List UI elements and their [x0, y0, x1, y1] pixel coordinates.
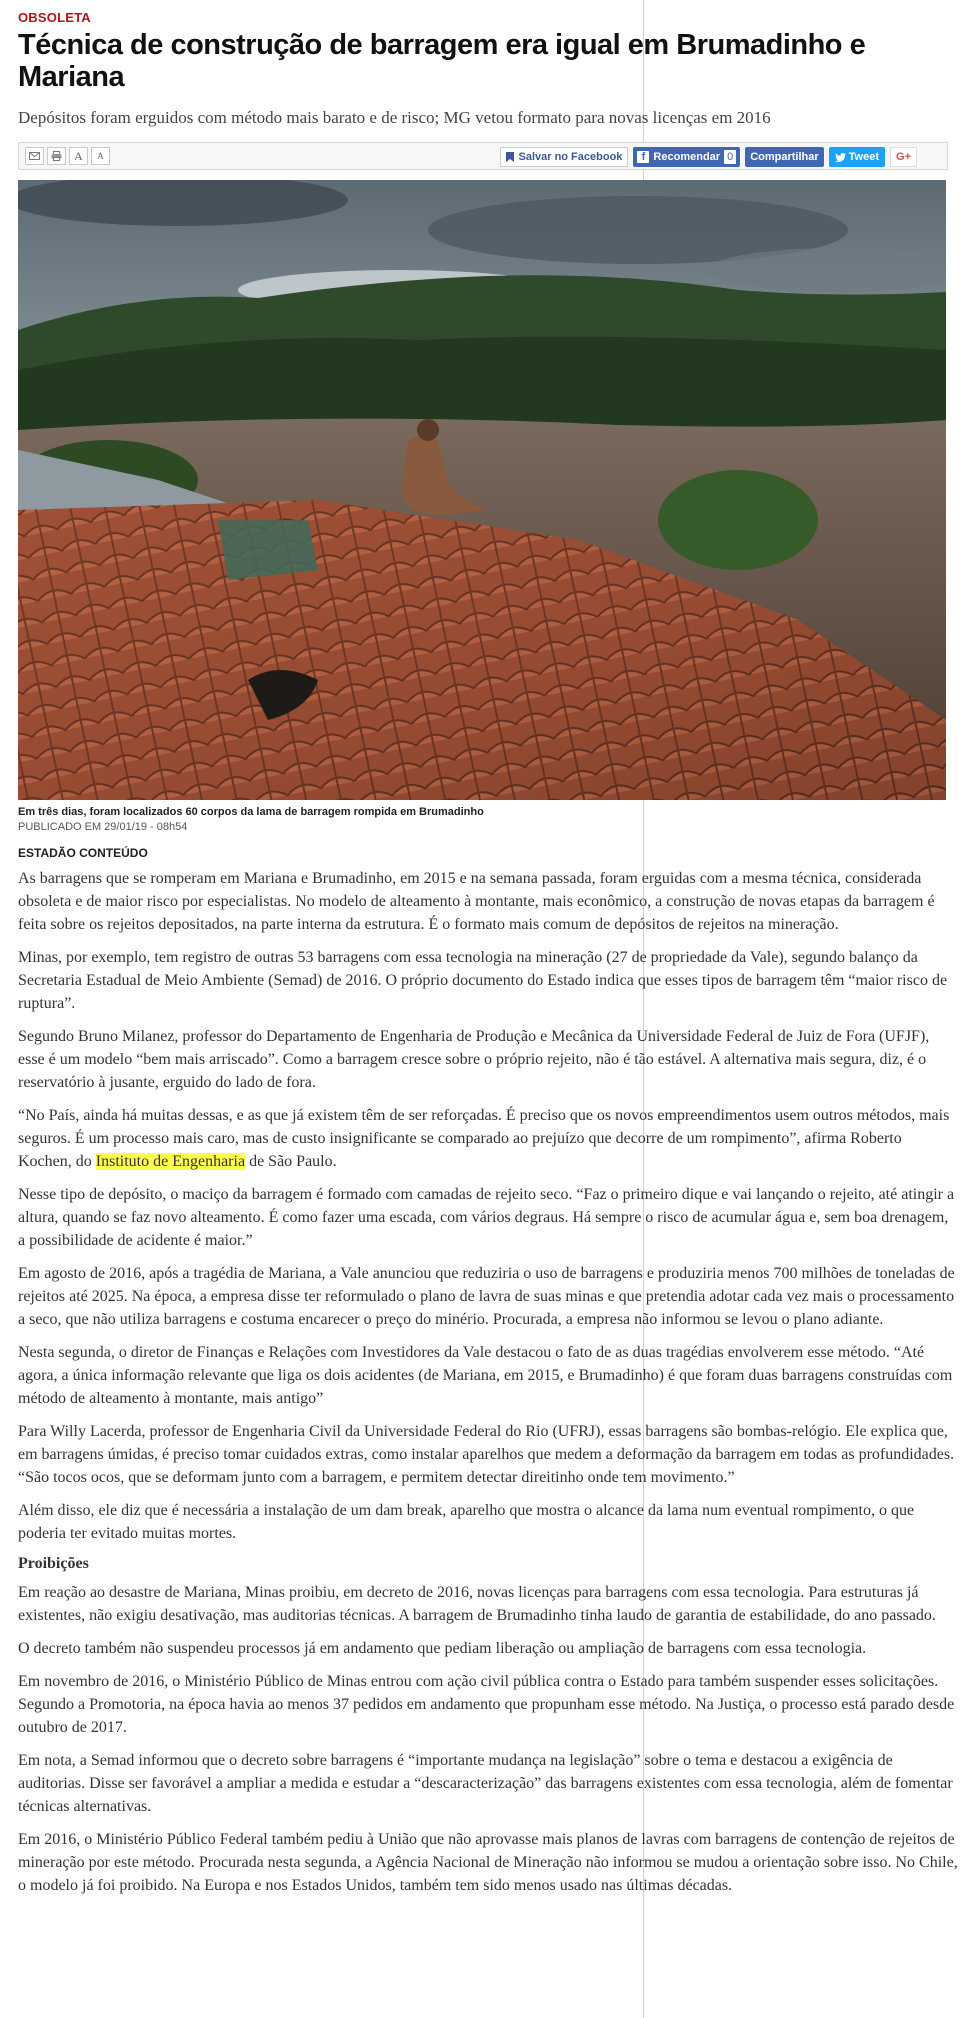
font-increase-button[interactable]: A [69, 147, 88, 165]
article-body [18, 867, 958, 1897]
paragraph: Em novembro de 2016, o Ministério Público de Minas entrou com ação civil pública contra o Estado para também suspender esses solicitações. Segundo a Promotoria, na época havia ao menos 37 pedidos em andamento que propunham esse método. Na Justiça, o processo está parado desde outubro de 2017. [18, 1673, 955, 1736]
paragraph: Em agosto de 2016, após a tragédia de Mariana, a Vale anunciou que reduziria o uso de barragens e produziria menos 700 milhões de toneladas de rejeitos até 2025. Na época, a empresa disse ter reformulado o plano de lavra de suas minas e que pretendia adotar cada vez mais o processamento a seco, que não utiliza barragens e costuma encarecer o preço do minério. Procurada, a empresa não informou se levou o plano adiante. [18, 1265, 955, 1328]
toolbar-tools [25, 147, 110, 165]
save-facebook-button[interactable] [500, 147, 628, 167]
article-source: ESTADÃO CONTEÚDO [18, 846, 148, 860]
paragraph: Segundo Bruno Milanez, professor do Departamento de Engenharia de Produção e Mecânica da Universidade Federal de Juiz de Fora (UFJF), esse é um modelo “bem mais arriscado”. Como a barragem cresce sobre o próprio rejeito, não é tão estável. A alternativa mais segura, diz, é o reservatório à jusante, erguido do lado de fora. [18, 1028, 930, 1091]
gplus-button[interactable]: G+ [890, 147, 917, 167]
paragraph-text: “No País, ainda há muitas dessas, e as que já existem têm de ser reforçadas. É preciso que os novos empreendimentos usem outros métodos, mais seguros. É um processo mais caro, mas de custo insignificante se comparado ao prejuízo que decorre de um rompimento”, afirma Roberto Kochen, do [18, 1107, 950, 1170]
bookmark-icon [506, 152, 514, 162]
twitter-icon [835, 153, 846, 162]
print-icon[interactable] [47, 147, 66, 165]
paragraph: Nesta segunda, o diretor de Finanças e Relações com Investidores da Vale destacou o fato de as duas tragédias envolverem esse método. “Até agora, a única informação relevante que liga os dois acidentes (de Mariana, em 2015, e Brumadinho) é que foram duas barragens construídas com método de alteamento à montante, mais antigo” [18, 1344, 953, 1407]
paragraph-text: de São Paulo. [245, 1153, 337, 1170]
paragraph: Além disso, ele diz que é necessária a instalação de um dam break, aparelho que mostra o alcance da lama num eventual rompimento, o que poderia ter evitado muitas mortes. [18, 1502, 915, 1542]
paragraph: O decreto também não suspendeu processos já em andamento que pediam liberação ou ampliação de barragens com essa tecnologia. [18, 1640, 867, 1657]
font-decrease-button[interactable]: A [91, 147, 110, 165]
paragraph: Minas, por exemplo, tem registro de outras 53 barragens com essa tecnologia na mineração (27 de propriedade da Vale), segundo balanço da Secretaria Estadual de Meio Ambiente (Semad) de 2016. O próprio documento do Estado indica que esses tipos de barragem têm “maior risco de ruptura”. [18, 949, 948, 1012]
paragraph: Nesse tipo de depósito, o maciço da barragem é formado com camadas de rejeito seco. “Faz o primeiro dique e vai lançando o rejeito, até atingir a altura, quando se faz novo alteamento. É como fazer uma escada, com vários degraus. Há sempre o risco de acumular água e, sem boa drenagem, a possibilidade de acidente é maior.” [18, 1186, 955, 1249]
toolbar-social [500, 147, 917, 167]
recommend-button[interactable] [633, 147, 740, 167]
article-kicker: OBSOLETA [18, 10, 91, 25]
tweet-button[interactable] [829, 147, 885, 167]
published-date: PUBLICADO EM 29/01/19 - 08h54 [18, 821, 188, 833]
tweet-label: Tweet [848, 151, 880, 163]
section-heading: Proibições [18, 1555, 89, 1572]
recommend-count: 0 [724, 150, 736, 164]
paragraph: As barragens que se romperam em Mariana e Brumadinho, em 2015 e na semana passada, foram erguidas com a mesma técnica, considerada obsoleta e de maior risco por especialistas. No modelo de alteamento à montante, mais econômico, a construção de novas etapas da barragem é feita sobre os rejeitos depositados, na parte interna da estrutura. É o formato mais comum de depósitos de rejeitos na mineração. [18, 870, 935, 933]
article-photo [18, 180, 946, 800]
article-subtitle: Depósitos foram erguidos com método mais barato e de risco; MG vetou formato para novas licenças em 2016 [18, 108, 771, 127]
paragraph: Em reação ao desastre de Mariana, Minas proibiu, em decreto de 2016, novas licenças para barragens com essa tecnologia. Para estruturas já existentes, não exigiu desativação, mas auditorias técnicas. A barragem de Brumadinho tinha laudo de garantia de estabilidade, do ano passado. [18, 1584, 936, 1624]
share-button[interactable]: Compartilhar [745, 147, 823, 167]
photo-caption: Em três dias, foram localizados 60 corpos da lama de barragem rompida em Brumadinho [18, 806, 484, 818]
paragraph: Em nota, a Semad informou que o decreto sobre barragens é “importante mudança na legislação” sobre o tema e destacou a exigência de auditorias. Disse ser favorável a ampliar a medida e estudar a “descaracterização” das barragens existentes com essa tecnologia, além de fomentar técnicas alternativas. [18, 1752, 953, 1815]
facebook-icon: f [637, 151, 649, 163]
highlighted-link[interactable]: Instituto de Engenharia [95, 1153, 246, 1170]
recommend-label: Recomendar [653, 151, 721, 163]
paragraph: Em 2016, o Ministério Público Federal também pediu à União que não aprovasse mais planos de lavras com barragens de contenção de rejeitos de mineração por este método. Procurada nesta segunda, a Agência Nacional de Mineração não informou se mudou a orientação sobre isso. No Chile, o modelo já foi proibido. Na Europa e nos Estados Unidos, também tem sido menos usado nas últimas décadas. [18, 1831, 958, 1894]
email-icon[interactable] [25, 147, 44, 165]
share-toolbar [18, 142, 948, 170]
article-container [18, 10, 958, 1907]
paragraph: Para Willy Lacerda, professor de Engenharia Civil da Universidade Federal do Rio (UFRJ), essas barragens são bombas-relógio. Ele explica que, em barragens úmidas, é preciso tomar cuidados extras, como instalar aparelhos que medem a deformação da barragem em todas as profundidades. “São tocos ocos, que se deformam junto com a barragem, e permitem detectar direitinho onde tem movimento.” [18, 1423, 955, 1486]
save-facebook-label: Salvar no Facebook [518, 151, 623, 163]
article-title: Técnica de construção de barragem era igual em Brumadinho e Mariana [18, 29, 866, 93]
paragraph [18, 1104, 958, 1173]
